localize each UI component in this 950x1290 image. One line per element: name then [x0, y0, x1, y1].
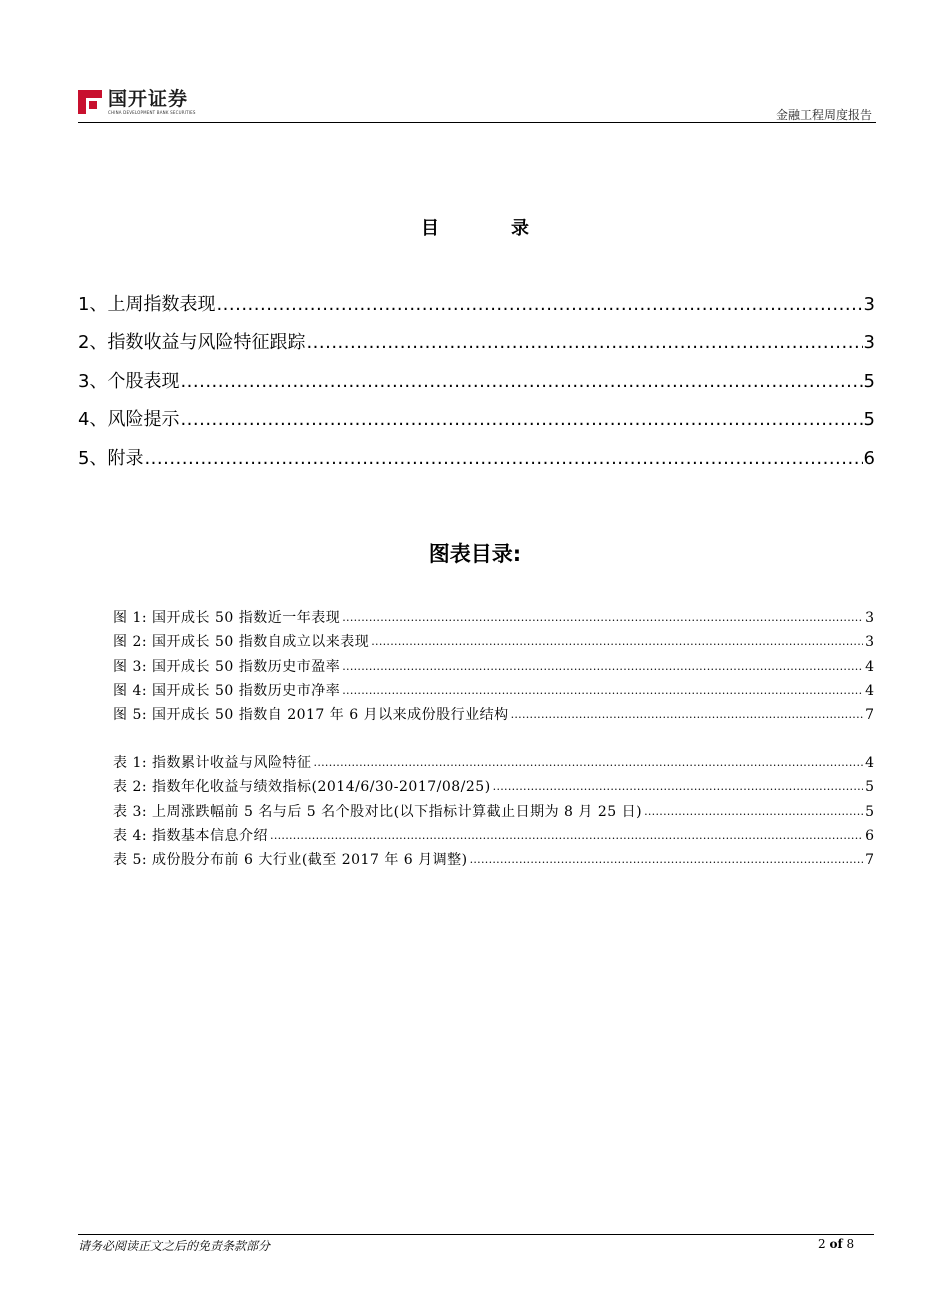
toc-leader-dots [216, 293, 862, 317]
toc-leader-dots [306, 331, 862, 355]
toc-leader-dots [144, 447, 862, 471]
footer-divider [78, 1234, 874, 1235]
logo-mark-icon [78, 90, 102, 114]
table-leader-dots [644, 802, 863, 821]
table-entry-page: 7 [865, 851, 874, 868]
figure-entry[interactable] [113, 627, 874, 651]
table-entry[interactable] [113, 845, 874, 869]
figure-entry-page: 3 [865, 634, 874, 651]
table-entry-page: 5 [865, 803, 874, 820]
page-number [818, 1237, 854, 1251]
logo-english-name: CHINA DEVELOPMENT BANK SECURITIES [108, 110, 196, 115]
table-entry-page: 5 [865, 779, 874, 796]
toc-leader-dots [180, 370, 862, 394]
figure-list [113, 603, 874, 724]
table-leader-dots [270, 826, 863, 845]
table-entry-page: 4 [865, 755, 874, 772]
figure-entry-page: 4 [865, 658, 874, 675]
table-entry[interactable] [113, 821, 874, 845]
table-leader-dots [314, 753, 864, 772]
figure-entry-label: 图 3: 国开成长 50 指数历史市盈率 [113, 658, 341, 675]
figure-leader-dots [371, 632, 863, 651]
toc-entry-page: 5 [863, 370, 875, 392]
toc-entry-label: 3、个股表现 [78, 370, 180, 392]
table-entry-label: 表 2: 指数年化收益与绩效指标(2014/6/30-2017/08/25) [113, 779, 491, 796]
table-leader-dots [493, 777, 863, 796]
report-type: 金融工程周度报告 [775, 108, 872, 122]
toc-title-left: 目 [421, 218, 439, 239]
figure-entry-page: 4 [865, 682, 874, 699]
figure-leader-dots [342, 608, 863, 627]
table-leader-dots [470, 850, 863, 869]
figure-entry-page: 7 [865, 706, 874, 723]
figure-entry-label: 图 1: 国开成长 50 指数近一年表现 [113, 610, 341, 627]
toc-entry-page: 5 [863, 409, 875, 430]
toc-list [78, 278, 875, 471]
figure-entry[interactable] [113, 651, 874, 675]
figure-entry-label: 图 4: 国开成长 50 指数历史市净率 [113, 682, 341, 699]
table-entry-label: 表 4: 指数基本信息介绍 [113, 827, 269, 844]
table-entry[interactable] [113, 796, 874, 820]
toc-entry-page: 3 [863, 332, 875, 353]
toc-entry[interactable] [78, 394, 875, 433]
toc-title [0, 214, 950, 240]
figure-entry[interactable] [113, 676, 874, 700]
table-entry-label: 表 1: 指数累计收益与风险特征 [113, 755, 312, 772]
page-current: 2 [818, 1237, 826, 1251]
toc-entry[interactable] [78, 355, 875, 394]
toc-entry-label: 2、指数收益与风险特征跟踪 [78, 332, 306, 353]
toc-entry-label: 4、风险提示 [78, 409, 180, 430]
header-divider [78, 122, 876, 123]
toc-entry[interactable] [78, 278, 875, 317]
table-entry[interactable] [113, 748, 874, 772]
figure-entry-page: 3 [865, 610, 874, 627]
table-entry-page: 6 [865, 827, 874, 844]
toc-entry-label: 1、上周指数表现 [78, 293, 216, 315]
figure-entry[interactable] [113, 603, 874, 627]
figure-leader-dots [342, 657, 863, 676]
page-header [78, 84, 876, 124]
table-entry[interactable] [113, 772, 874, 796]
toc-entry[interactable] [78, 432, 875, 471]
figure-leader-dots [511, 705, 864, 724]
toc-entry[interactable] [78, 317, 875, 356]
figure-leader-dots [342, 681, 863, 700]
toc-entry-page: 6 [863, 447, 875, 469]
toc-entry-page: 3 [863, 293, 875, 315]
table-list [113, 748, 874, 869]
table-entry-label: 表 5: 成份股分布前 6 大行业(截至 2017 年 6 月调整) [113, 851, 468, 868]
toc-leader-dots [180, 408, 862, 432]
figure-entry[interactable] [113, 700, 874, 724]
logo-chinese-name: 国开证券 [108, 88, 189, 110]
footer-disclaimer: 请务必阅读正文之后的免责条款部分 [78, 1239, 271, 1253]
table-entry-label: 表 3: 上周涨跌幅前 5 名与后 5 名个股对比(以下指标计算截止日期为 8 月 25 日) [113, 803, 643, 820]
page-of: of [829, 1237, 843, 1251]
page-total: 8 [846, 1237, 855, 1251]
toc-entry-label: 5、附录 [78, 447, 144, 469]
company-logo [78, 88, 196, 118]
figure-entry-label: 图 2: 国开成长 50 指数自成立以来表现 [113, 634, 370, 651]
toc-title-right: 录 [511, 218, 529, 239]
figure-entry-label: 图 5: 国开成长 50 指数自 2017 年 6 月以来成份股行业结构 [113, 706, 509, 723]
chart-toc-title: 图表目录: [428, 542, 522, 566]
